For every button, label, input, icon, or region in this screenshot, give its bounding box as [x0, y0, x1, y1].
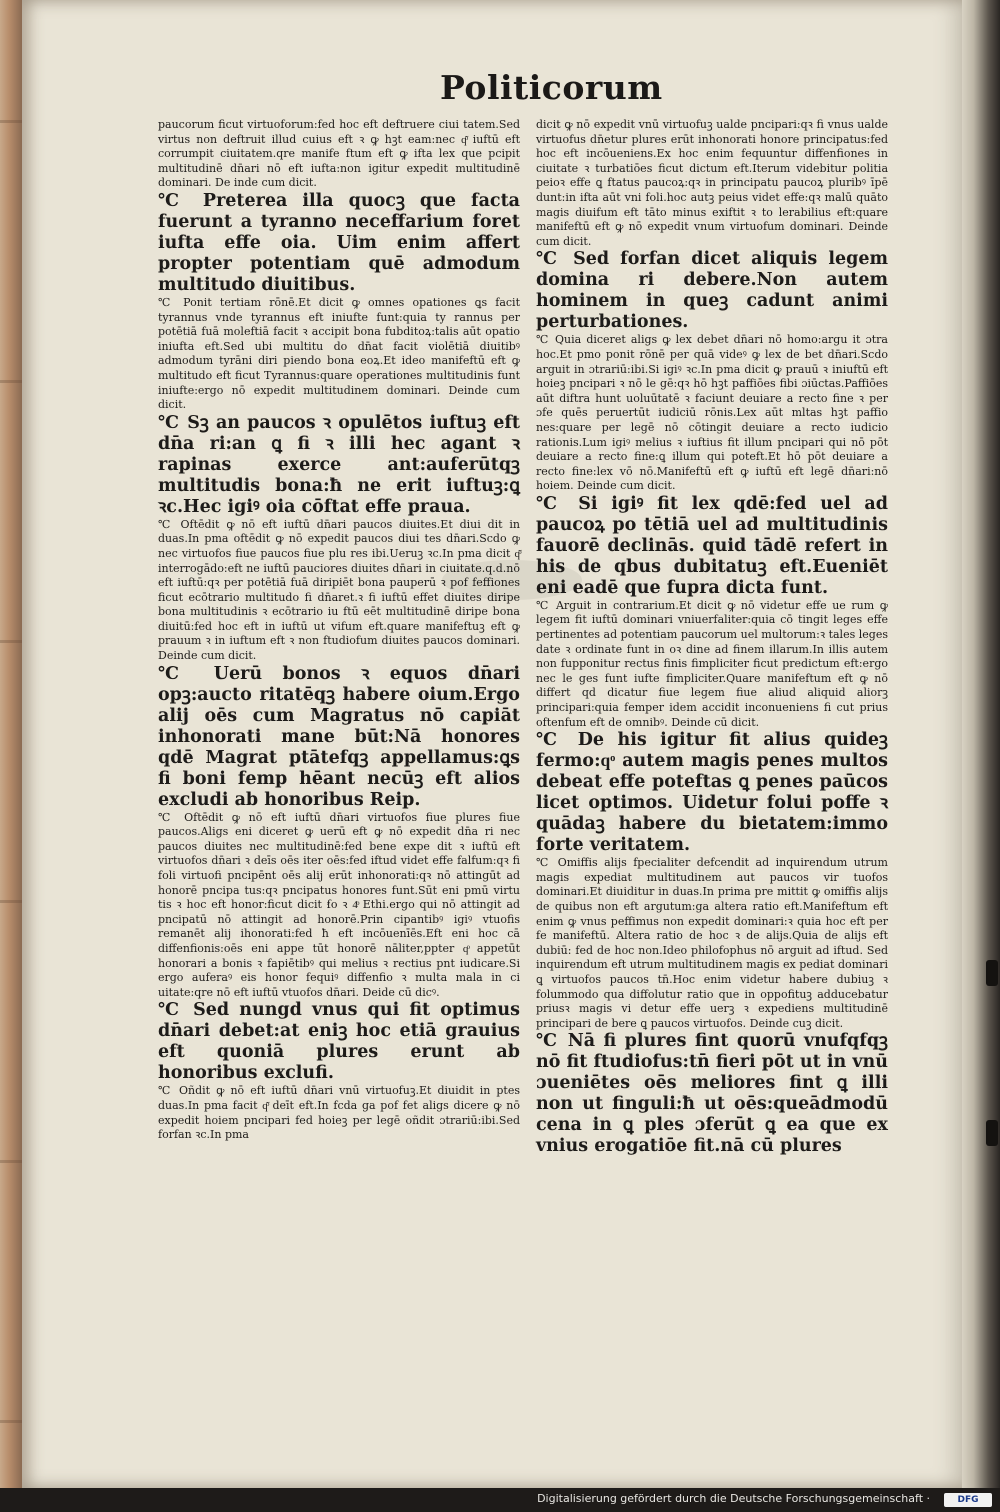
right-text-column [536, 118, 888, 1157]
aristotle-text-paragraph: ℃ Sed forfan dicet aliquis legem domina ri debere.Non autem hominem in queꝫ cadunt animi perturbationes. [536, 249, 888, 333]
digitization-footer [0, 1488, 1000, 1512]
commentary-paragraph: ℃ Omiffis alijs fpecialiter defcendit ad inquirendum utrum magis expediat multitudinem aut paucos vir tuofos dominari.Et diuiditur in duas.In prima pre mittit ꝙ omiffis alijs de quibus non eft argutum:ga altera ratio eft.Manifeftum eft enim ꝙ vnus peffimus non expedit dominari:ꝛ quia hoc eft per fe manifeftū. Altera ratio de hoc ꝛ de alijs.Quia de alijs eft dubiū: fed de hoc non.Ideo philofophus nō arguit ad iftud. Sed inquirendum eft utrum multitudinem magis ex pediat dominari ꝗ virtuofos paucos tn̄.Hoc enim videtur habere dubiuꝫ ꝛ folummodo qua diffolutur ratio que in oppofituꝫ adducebatur priusꝛ magis vi detur effe uerꝫ ꝛ expediens multitudinē principari de bere ꝗ paucos virtuofos. Deinde cuꝫ dicit. [536, 856, 888, 1030]
aristotle-text-paragraph: ℃ Sꝫ an paucos ꝛ opulētos iuftuꝫ eft dn̄a ri:an ꝗ fi ꝛ illi hec agant ꝛ rapinas exerce ant:auferūtqꝫ multitudis bona:ħ ne erit iuftuꝫ:ꝗ ꝛc.Hec igiꝰ oia cōftat effe praua. [158, 412, 520, 517]
aristotle-text-paragraph: ℃ Uerū bonos ꝛ equos dn̄ari opꝫ:aucto ritatēqꝫ habere oium.Ergo alij oēs cum Magratus nō capiāt inhonorati mane būt:Nā honores qdē Magrat ptātefqꝫ appellamus:ꝗs fi boni femp hēant necūꝫ eft alios excludi ab honoribus Reip. [158, 663, 520, 810]
aristotle-text-paragraph: ℃ De his igitur fit alius quideꝫ fermo:qͦ autem magis penes multos debeat effe poteftas ꝗ penes paūcos licet optimos. Uidetur folui poffe ꝛ quādaꝫ habere du bietatem:immo forte veritatem. [536, 730, 888, 856]
left-text-column [158, 118, 520, 1143]
commentary-paragraph: ℃ Quia diceret aligs ꝙ lex debet dn̄ari nō homo:argu it ɔtra hoc.Et pmo ponit rōnē per quā videꝰ ꝙ lex de bet dn̄ari.Scdo arguit in ɔtrariū:ibi.Si igiꝰ ꝛc.In pma dicit ꝙ prauū ꝛ iniuftū eft hoieꝫ pncipari ꝛ nō le gē:qꝛ hō hꝫt paffiōes fibi ɔiūctas.Paffiōes aūt diftra hunt uoluūtatē ꝛ faciunt deuiare a recto fine ꝛ per ɔfe quēs peruertūt iudiciū rōnis.Lex aūt mltas hꝫt paffio nes:quare per legē nō cōtingit deuiare a recto iudicio rationis.Lum igiꝰ melius ꝛ iuftius fit illum pncipari qui nō pōt deuiare a recto fine:ꝗ illum qui poteft.Et hō pōt deuiare a recto fine:lex vō nō.Manifeftū eft ꝙ iuftū eft legē dn̄ari:nō hoiem. Deinde cum dicit. [536, 333, 888, 493]
commentary-paragraph: paucorum ficut virtuoforum:fed hoc eft deftruere ciui tatem.Sed virtus non deftruit illud cuius eft ꝛ ꝙ hꝫt eam:nec qͦ͂ iuftū eft corrumpit ciuitatem.qre manife ftum eft ꝙ ifta lex que pcipit multitudinē dn̄ari nō eft iufta:non igitur expedit multitudinē dominari. De inde cum dicit. [158, 118, 520, 190]
book-edge [0, 0, 22, 1512]
footer-credit: Digitalisierung gefördert durch die Deutsche Forschungsgemeinschaft · [537, 1492, 930, 1505]
right-page-gutter [962, 0, 1000, 1488]
page-tab-marker [986, 1120, 998, 1146]
commentary-paragraph: ℃ Oftēdit ꝙ nō eft iuftū dn̄ari virtuofos fiue plures fiue paucos.Aligs eni diceret ꝙ uerū eft ꝙ nō expedit dn̄a ri nec paucos diuites nec multitudinē:fed bene expe dit ꝛ iuftū eft virtuofos dn̄ari ꝛ deīs oēs iter oēs:fed iftud videt effe falfum:qꝛ fi foli virtuofi pncipēnt oēs alij erūt inhonorati:qꝛ nō attingūt ad honorē pncipa tus:qꝛ pncipatus honores funt.Sūt eni pmū virtu tis ꝛ hoc eft honor:ficut dicit ẜo ꝛ 4ͦ Ethi.ergo qui nō attingit ad pncipatū nō attingit ad honorē.Prin cipantibꝰ igiꝰ vtuofis remanēt alij ihonorati:fed ħ eft incōuenīēs.Eft eni hoc cā diffenfionis:oēs eni appe tūt honorē nāliter,ppter qͦ appetūt honorari a bonis ꝛ fapiētibꝰ qui melius ꝛ rectius pnt iudicare.Si ergo auferaꝰ eis honor fequiꝰ diffenfio ꝛ multa mala in ci uitate:qre nō eft iuftū vtuofos dn̄ari. Deide cū dicꝰ. [158, 810, 520, 999]
commentary-paragraph: ℃ Ponit tertiam rōnē.Et dicit ꝙ omnes opationes ꝗs facit tyrannus vnde tyrannus eft iniufte funt:quia ty rannus per potētiā fuā moleftiā facit ꝛ accipit bona fubditoꝝ:talis aūt opatio iniufta eft.Sed ubi multitu do dn̄at facit violētiā diuitibꝰ admodum tyrāni diri piendo bona eoꝝ.Et ideo manifeftū eft ꝙ multitudo eft ficut Tyrannus:quare operationes multitudinis funt iniufte:ergo nō expedit multitudinem dominari. Deinde cum dicit. [158, 295, 520, 412]
aristotle-text-paragraph: ℃ Sed nungd vnus qui fit optimus dn̄ari debet:at eniꝫ hoc etiā grauius eft quoniā plures erunt ab honoribus exclufi. [158, 1000, 520, 1084]
running-head: Politicorum [440, 68, 663, 107]
commentary-paragraph: ℃ Arguit in contrarium.Et dicit ꝙ nō videtur effe ue rum ꝙ legem fit iuftū dominari vniuerfaliter:quia cō tingit leges effe pertinentes ad potentiam paucorum uel multorum:ꝛ tales leges date ꝛ ordinate funt in oꝛ dine ad finem illarum.In illis autem non fupponitur rectus finis fimpliciter ficut predictum eft:ergo nec le ges funt iufte fimpliciter.Quare manifeftum eft ꝙ nō differt qd dicatur fiue legem fiue aliud aliquid aliorꝫ principari:quia femper idem accidit inconueniens fi cut prius oftenfum eft de omnibꝰ. Deinde cū dicit. [536, 598, 888, 729]
commentary-paragraph: dicit ꝙ nō expedit vnū virtuofuꝫ ualde pncipari:qꝛ fi vnus ualde virtuofus dn̄etur plures erūt inhonorati honore principatus:fed hoc eft incōueniens.Ex hoc enim fequuntur diffenfiones in ciuitate ꝛ turbatiōes ficut dictum eft.Iterum videbitur politia peioꝛ effe ꝗ ftatus paucoꝝ:qꝛ in principatu paucoꝝ pluribꝰ īpē dunt:in ifta aūt vni foli.hoc autꝫ peius videt effe:qꝛ malū quāto magis diuifum eft tāto minus exiftit ꝛ to lerabilius eft:quare manifeftū eft ꝙ nō expedit vnum virtuofum dominari. Deinde cum dicit. [536, 118, 888, 248]
aristotle-text-paragraph: ℃ Si igiꝰ fit lex qdē:fed uel ad paucoꝝ po tētiā uel ad multitudinis fauorē declinās. quid tādē refert in his de qbus dubitatuꝫ eft.Eueniēt eni eadē que fupra dicta funt. [536, 493, 888, 598]
dfg-logo: DFG [944, 1493, 992, 1507]
aristotle-text-paragraph: ℃ Nā fi plures fint quorū vnufqfqꝫ nō fit ftudiofus:tn̄ fieri pōt ut in vnū ɔueniētes oēs meliores fint ꝗ illi non ut finguli:ħ ut oēs:queādmodū cena in ꝗ ples ɔferūt ꝗ ea que ex vnius erogatiōe fit.nā cū plures [536, 1031, 888, 1157]
aristotle-text-paragraph: ℃ Preterea illa quocꝫ que facta fuerunt a tyranno neceffarium foret iufta effe oia. Uim enim affert propter potentiam quē admodum multitudo diuitibus. [158, 190, 520, 295]
commentary-paragraph: ℃ Oñdit ꝙ nō eft iuftū dn̄ari vnū virtuofuꝫ.Et diuidit in ptes duas.In pma facit qͦ͂ deīt eft.In fcda ga pof fet aligs dicere ꝙ nō expedit hoiem pncipari fed hoieꝫ per legē oñdit ɔtrariū:ibi.Sed forfan ꝛc.In pma [158, 1084, 520, 1142]
commentary-paragraph: ℃ Oftēdit ꝙ nō eft iuftū dn̄ari paucos diuites.Et diui dit in duas.In pma oftēdit ꝙ nō expedit paucos diui tes dn̄ari.Scdo ꝙ nec virtuofos fiue paucos fiue plu res ibi.Ueruꝫ ꝛc.In pma dicit qͦ͂ interrogādo:eft ne iuftū pauciores diuites dn̄ari in ciuitate.q.d.nō eft iuftū:qꝛ per potētiā fuā diripiēt bona pauperū ꝛ pof feffiones ficut ecōtrario multitudo fi dn̄aret.ꝛ fi iuftū effet diuites diripe bona multitudinis ꝛ ecōtrario iu ftū eēt multitudinē diripe bona diuitū:fed hoc eft in iuftū ut vifum eft.quare manifeftuꝫ eft ꝙ prauum ꝛ in iuftum eft ꝛ non ftudiofum diuites paucos dominari. Deinde cum dicit. [158, 517, 520, 663]
page-tab-marker [986, 960, 998, 986]
